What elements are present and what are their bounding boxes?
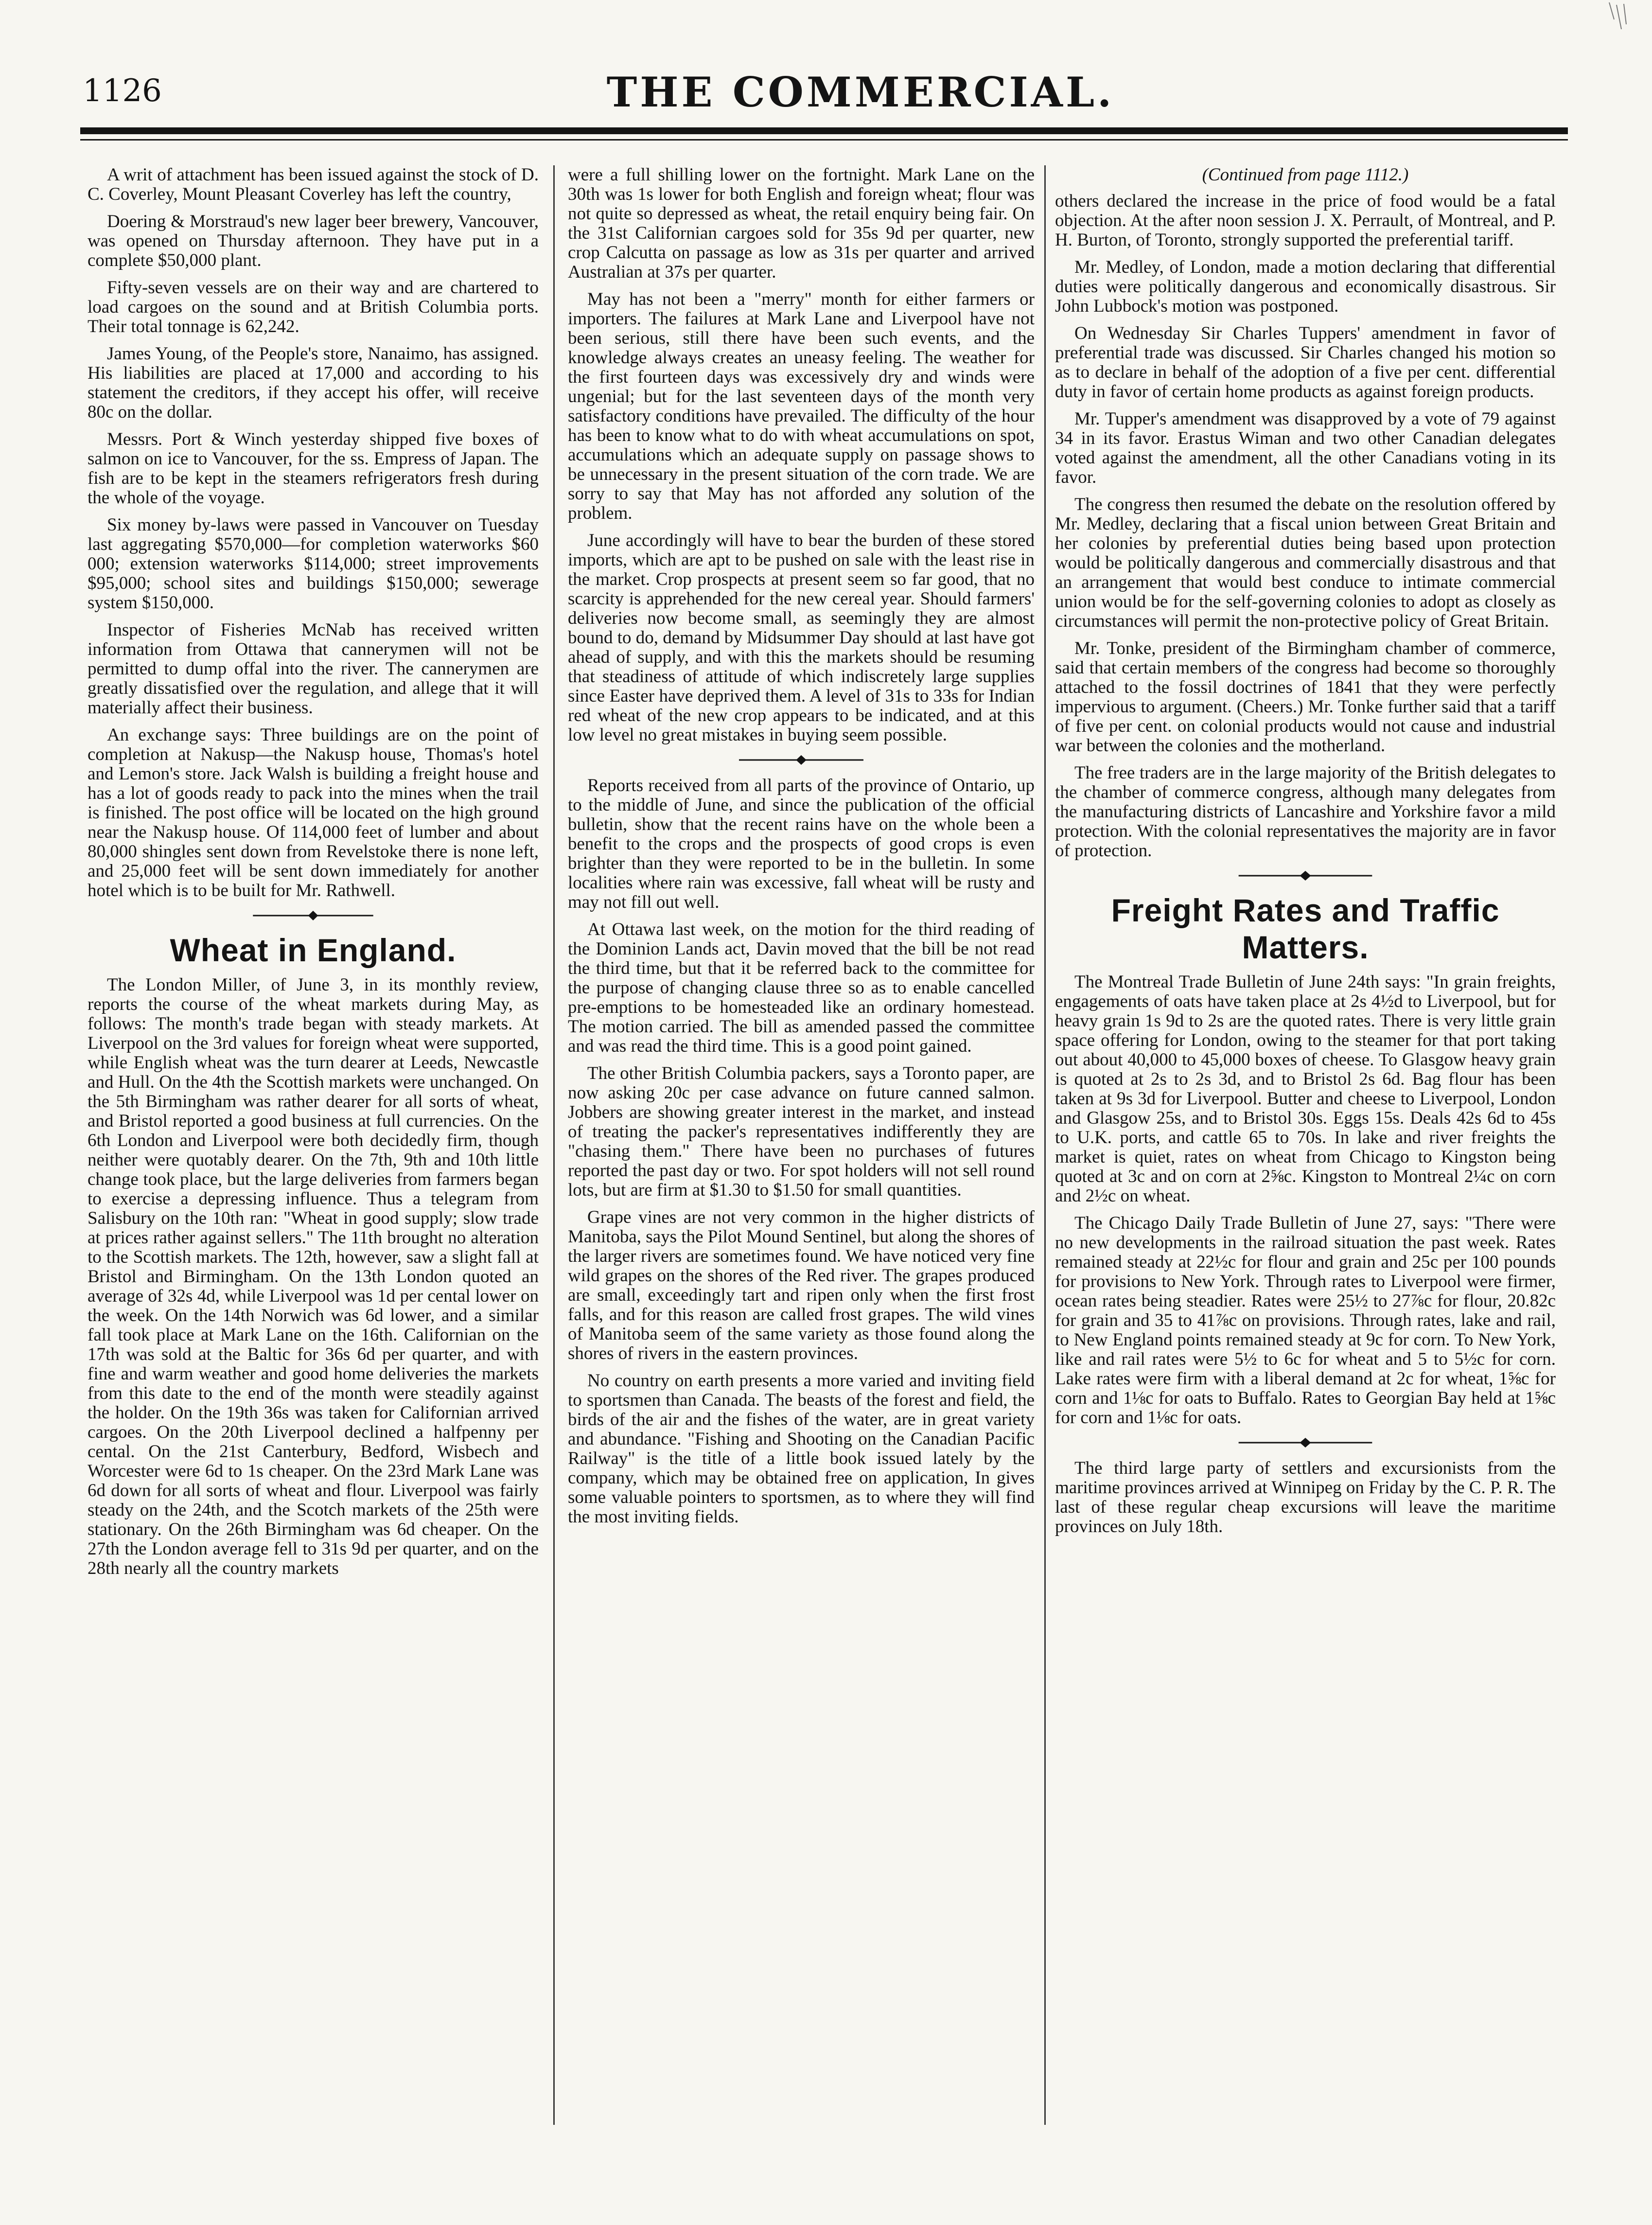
header-rule-thick	[80, 127, 1568, 134]
article-paragraph: Fifty-seven vessels are on their way and are chartered to load cargoes on the sound and at British Columbia ports. Their total tonnage is 62,242.	[88, 278, 539, 336]
article-paragraph: At Ottawa last week, on the motion for the third reading of the Dominion Lands act, Davin moved that the bill be not read the third time, but that it be referred back to the committee for the purpose of changing clause three so as to enable cancelled pre-emptions to be homesteaded like an ordinary homestead. The motion carried. The bill as amended passed the committee and was read the third time. This is a good point gained.	[568, 919, 1035, 1056]
article-paragraph: others declared the increase in the price of food would be a fatal objection. At the after noon session J. X. Perrault, of Montreal, and P. H. Burton, of Toronto, strongly supported the preferential tariff.	[1055, 191, 1556, 250]
article-paragraph: The other British Columbia packers, says a Toronto paper, are now asking 20c per case advance on future canned salmon. Jobbers are showing greater interest in the market, and instead of treating the packer's representatives indifferently they are "chasing them." There have been no purchases of futures reported the past day or two. For spot holders will not sell round lots, but are firm at $1.30 to $1.50 for small quantities.	[568, 1063, 1035, 1200]
column-3	[1055, 165, 1556, 1544]
ornament-separator	[1055, 868, 1556, 883]
article-paragraph: An exchange says: Three buildings are on the point of completion at Nakusp—the Nakusp house, Thomas's hotel and Lemon's store. Jack Walsh is building a freight house and has a lot of goods ready to pack into the mines when the trail is finished. The post office will be located on the high ground near the Nakusp house. Of 114,000 feet of lumber and about 80,000 shingles sent down from Revelstoke there is none left, and 25,000 feet will be sent down immediately for another hotel which is to be built for Mr. Rathwell.	[88, 725, 539, 901]
article-paragraph: Inspector of Fisheries McNab has received written information from Ottawa that cannerymen will not be permitted to dump offal into the river. The cannerymen are greatly dissatisfied over the regulation, and allege that it will materially affect their business.	[88, 620, 539, 718]
ornament-separator	[568, 753, 1035, 767]
continued-note: (Continued from page 1112.)	[1202, 165, 1409, 185]
article-paragraph: The third large party of settlers and excursionists from the maritime provinces arrived at Winnipeg on Friday by the C. P. R. The last of these regular cheap excursions will leave the maritime provinces on July 18th.	[1055, 1458, 1556, 1536]
article-paragraph: On Wednesday Sir Charles Tuppers' amendment in favor of preferential trade was discussed. Sir Charles changed his motion so as to declare in behalf of the adoption of a five per cent. differential duty in favor of certain home products as against foreign products.	[1055, 323, 1556, 402]
column-2	[568, 165, 1035, 1535]
article-paragraph: June accordingly will have to bear the burden of these stored imports, which are apt to be pushed on sale with the least rise in the market. Crop prospects at present seem so far good, that no scarcity is apprehended for the new cereal year. Should farmers' deliveries now become small, as seemingly they are almost bound to do, demand by Midsummer Day should at last have got ahead of supply, and with this the markets should be resuming that steadiness of attitude of which indiscretely large supplies since Easter have deprived them. A level of 31s to 33s for Indian red wheat of the new crop appears to be indicated, and at this low level no great mistakes in buying seem possible.	[568, 530, 1035, 745]
article-paragraph: The free traders are in the large majority of the British delegates to the chamber of commerce congress, although many delegates from the manufacturing districts of Lancashire and Yorkshire favor a mild protection. With the colonial representatives the majority are in favor of protection.	[1055, 763, 1556, 861]
article-paragraph: Doering & Morstraud's new lager beer brewery, Vancouver, was opened on Thursday afternoon. They have put in a complete $50,000 plant.	[88, 212, 539, 270]
masthead-title: THE COMMERCIAL.	[606, 68, 1115, 116]
article-paragraph: Six money by-laws were passed in Vancouver on Tuesday last aggregating $570,000—for completion waterworks $60 000; extension waterworks $114,000; street improvements $95,000; school sites and buildings $150,000; sewerage system $150,000.	[88, 515, 539, 613]
article-paragraph: The congress then resumed the debate on the resolution offered by Mr. Medley, declaring that a fiscal union between Great Britain and her colonies by preferential duties being based upon protection would be politically dangerous and commercially disastrous and that an arrangement that would best conduce to intimate commercial union would be for the self-governing colonies to adopt as closely as circumstances will permit the non-protective policy of Great Britain.	[1055, 494, 1556, 631]
article-paragraph: Mr. Medley, of London, made a motion declaring that differential duties were politically dangerous and economically disastrous. Sir John Lubbock's motion was postponed.	[1055, 257, 1556, 316]
article-paragraph: Reports received from all parts of the province of Ontario, up to the middle of June, and since the publication of the official bulletin, show that the recent rains have on the whole been a benefit to the crops and the prospects of good crops is even brighter than they were reported to be in the bulletin. In some localities where rain was excessive, fall wheat will be rusty and may not fill out well.	[568, 776, 1035, 912]
article-paragraph: The Chicago Daily Trade Bulletin of June 27, says: "There were no new developments in the railroad situation the past week. Rates remained steady at 22½c for flour and grain and 25c per 100 pounds for provisions to New York. Through rates to Liverpool were firmer, ocean rates being steadier. Rates were 25½ to 27⅞c for flour, 20.82c for grain and 35 to 41⅞c on provisions. Through rates, lake and rail, to New England points remained steady at 9c for corn. To New York, like and rail rates were 5½ to 6c for wheat and 5 to 5½c for corn. Lake rates were firm with a liberal demand at 2c for wheat, 1⅝c for corn and 1⅛c for oats to Buffalo. Rates to Georgian Bay held at 1⅝c for corn and 1⅛c for oats.	[1055, 1213, 1556, 1428]
article-paragraph: The Montreal Trade Bulletin of June 24th says: "In grain freights, engagements of oats have taken place at 2s 4½d to Liverpool, but for heavy grain 1s 9d to 2s are the quoted rates. There is very little grain space offering for London, owing to the steamer for that port taking out about 40,000 to 45,000 boxes of cheese. To Glasgow heavy grain is quoted at 2s to 2s 3d, and to Bristol 2s 6d. Bag flour has been taken at 9s 3d for Liverpool. Butter and cheese to Liverpool, London and Glasgow 25s, and to Bristol 30s. Eggs 15s. Deals 42s 6d to 45s to U.K. ports, and cattle 65 to 70s. In lake and river freights the market is quiet, rates on wheat from Chicago to Kingston being quoted at 3c and on corn at 2⅝c. Kingston to Montreal 2¼c on corn and 2½c on wheat.	[1055, 972, 1556, 1206]
header-rule-thin	[80, 139, 1568, 141]
article-paragraph: No country on earth presents a more varied and inviting field to sportsmen than Canada. The beasts of the forest and field, the birds of the air and the fishes of the water, are in great variety and abundance. "Fishing and Shooting on the Canadian Pacific Railway" is the title of a little book issued lately by the company, which may be obtained free on application, In gives some valuable pointers to sportsmen, as to where they will find the most inviting fields.	[568, 1371, 1035, 1527]
article-paragraph: were a full shilling lower on the fortnight. Mark Lane on the 30th was 1s lower for both English and foreign wheat; flour was not quite so depressed as wheat, the retail enquiry being fair. On the 31st Californian cargoes sold for 35s 9d per quarter, new crop Calcutta on passage as low as 31s per quarter and arrived Australian at 37s per quarter.	[568, 165, 1035, 282]
column-divider	[1044, 165, 1046, 2125]
ornament-separator	[1055, 1435, 1556, 1450]
page-number: 1126	[83, 73, 162, 109]
article-paragraph: May has not been a "merry" month for either farmers or importers. The failures at Mark Lane and Liverpool have not been serious, still there have been such events, and the knowledge always creates an uneasy feeling. The weather for the first fourteen days was excessively dry and winds were ungenial; but for the last seventeen days of the month very satisfactory conditions have prevailed. The difficulty of the hour has been to know what to do with wheat accumulations on spot, accumulations which an adequate supply on passage shows to be unnecessary in the present situation of the corn trade. We are sorry to say that May has not afforded any solution of the problem.	[568, 289, 1035, 523]
section-title-wheat: Wheat in England.	[170, 932, 457, 968]
print-speck-mark	[1604, 0, 1634, 34]
article-paragraph: Mr. Tonke, president of the Birmingham chamber of commerce, said that certain members of the congress had become so thoroughly attached to the fossil doctrines of 1841 that they were perfectly impervious to argument. (Cheers.) Mr. Tonke further said that a tariff of five per cent. on colonial products would not cause and industrial war between the colonies and the motherland.	[1055, 638, 1556, 756]
column-divider	[553, 165, 555, 2125]
article-paragraph: Messrs. Port & Winch yesterday shipped five boxes of salmon on ice to Vancouver, for the ss. Empress of Japan. The fish are to be kept in the steamers refrigerators fresh during the whole of the voyage.	[88, 429, 539, 508]
article-paragraph: Grape vines are not very common in the higher districts of Manitoba, says the Pilot Mound Sentinel, but along the shores of the larger rivers are sometimes found. We have noticed very fine wild grapes on the shores of the Red river. The grapes produced are small, exceedingly tart and ripen only when the first frost falls, and for this reason are called frost grapes. The wild vines of Manitoba seem of the same variety as those found along the shores of rivers in the eastern provinces.	[568, 1207, 1035, 1363]
section-title-freight: Freight Rates and Traffic Matters.	[1111, 892, 1500, 965]
ornament-separator	[88, 908, 539, 923]
article-paragraph: The London Miller, of June 3, in its monthly review, reports the course of the wheat markets during May, as follows: The month's trade began with steady markets. At Liverpool on the 3rd values for foreign wheat were supported, while English wheat was the turn dearer at Leeds, Newcastle and Hull. On the 4th the Scottish markets were unchanged. On the 5th Birmingham was rather dearer for all sorts of wheat, and Bristol reported a good business at full currencies. On the 6th London and Liverpool were both decidedly firm, though neither were quotably dearer. On the 7th, 9th and 10th little change took place, but the large deliveries from farmers began to exercise a depressing influence. Thus a telegram from Salisbury on the 10th ran: "Wheat in good supply; slow trade at prices rather against sellers." The 11th brought no alteration to the Scottish markets. The 12th, however, saw a slight fall at Bristol and Birmingham. On the 13th London quoted an average of 32s 4d, while Liverpool was 1d per cental lower on the week. On the 14th Norwich was 6d lower, and a similar fall took place at Mark Lane on the 16th. Californian on the 17th was sold at the Baltic for 36s 6d per quarter, and with fine and warm weather and good home deliveries the markets from this date to the end of the month were steadily against the holder. On the 19th 36s was taken for Californian arrived cargoes. On the 20th Liverpool declined a halfpenny per cental. On the 21st Canterbury, Bedford, Wisbech and Worcester were 6d to 1s cheaper. On the 23rd Mark Lane was 6d down for all sorts of wheat and flour. Liverpool was fairly steady on the 24th, and the Scotch markets of the 25th were stationary. On the 26th Birmingham was 6d cheaper. On the 27th the London average fell to 31s 9d per quarter, and on the 28th nearly all the country markets	[88, 975, 539, 1578]
article-paragraph: A writ of attachment has been issued against the stock of D. C. Coverley, Mount Pleasant Coverley has left the country,	[88, 165, 539, 204]
column-1	[88, 165, 539, 1586]
article-paragraph: Mr. Tupper's amendment was disapproved by a vote of 79 against 34 in its favor. Erastus Wiman and two other Canadian delegates voted against the amendment, all the other Canadians voting in its favor.	[1055, 409, 1556, 487]
article-paragraph: James Young, of the People's store, Nanaimo, has assigned. His liabilities are placed at 17,000 and according to his statement the creditors, if they accept his offer, will receive 80c on the dollar.	[88, 344, 539, 422]
